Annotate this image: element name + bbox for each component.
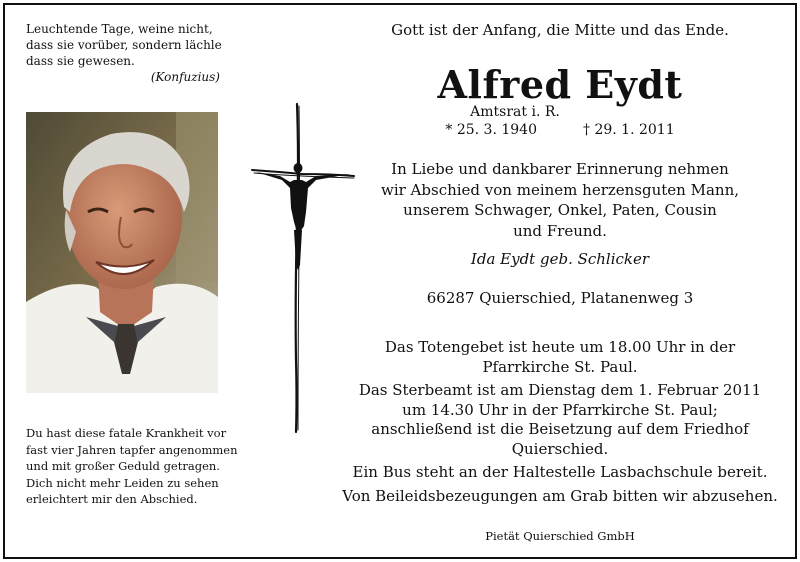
memorial-line: und mit großer Geduld getragen.	[26, 459, 220, 474]
quote-attribution: (Konfuzius)	[150, 70, 220, 84]
memorial-text	[26, 425, 266, 508]
condolence-note: Von Beileidsbezeugungen am Grab bitten wir abzusehen.	[342, 486, 778, 505]
mass-line: um 14.30 Uhr in der Pfarrkirche St. Paul;	[402, 400, 718, 419]
prayer-line: Pfarrkirche St. Paul.	[482, 357, 638, 376]
signatory-name: Ida Eydt geb. Schlicker	[470, 250, 650, 268]
death-date: † 29. 1. 2011	[583, 122, 675, 138]
quote-line: dass sie gewesen.	[26, 54, 135, 68]
quote-line: Leuchtende Tage, weine nicht,	[26, 22, 213, 36]
quote-line: dass sie vorüber, sondern lächle	[26, 38, 222, 52]
portrait-illustration	[26, 112, 218, 393]
intro-line: In Liebe und dankbarer Erinnerung nehmen	[391, 160, 729, 178]
mass-line: anschließend ist die Beisetzung auf dem Friedhof	[371, 420, 749, 438]
intro-text	[320, 159, 800, 241]
memorial-line: fast vier Jahren tapfer angenommen	[26, 442, 238, 457]
prayer-line: Das Totengebet ist heute um 18.00 Uhr in der	[384, 338, 736, 356]
intro-line: unserem Schwager, Onkel, Paten, Cousin	[403, 201, 717, 219]
memorial-line: Du hast diese fatale Krankheit vor	[26, 426, 227, 440]
portrait-photo	[26, 112, 218, 393]
memorial-line: erleichtert mir den Abschied.	[26, 492, 198, 507]
funeral-home: Pietät Quierschied GmbH	[485, 529, 635, 543]
mass-line: Quierschied.	[511, 439, 609, 458]
mass-line: Das Sterbeamt ist am Dienstag dem 1. Februar 2011	[358, 381, 762, 399]
motto: Gott ist der Anfang, die Mitte und das Ende.	[391, 21, 729, 39]
memorial-line: Dich nicht mehr Leiden zu sehen	[26, 475, 219, 490]
life-dates	[320, 122, 800, 138]
bus-info: Ein Bus steht an der Haltestelle Lasbachschule bereit.	[352, 463, 768, 481]
deceased-name: Alfred Eydt	[437, 62, 683, 107]
birth-date: * 25. 3. 1940	[445, 122, 537, 138]
deceased-title: Amtsrat i. R.	[470, 104, 560, 120]
prayer-info	[320, 338, 800, 377]
family-address: 66287 Quierschied, Platanenweg 3	[426, 289, 694, 307]
intro-line: wir Abschied von meinem herzensguten Mann,	[380, 180, 739, 199]
confucius-quote	[26, 21, 226, 85]
intro-line: und Freund.	[513, 221, 607, 240]
funeral-mass-info	[320, 381, 800, 459]
service-info	[320, 338, 800, 510]
